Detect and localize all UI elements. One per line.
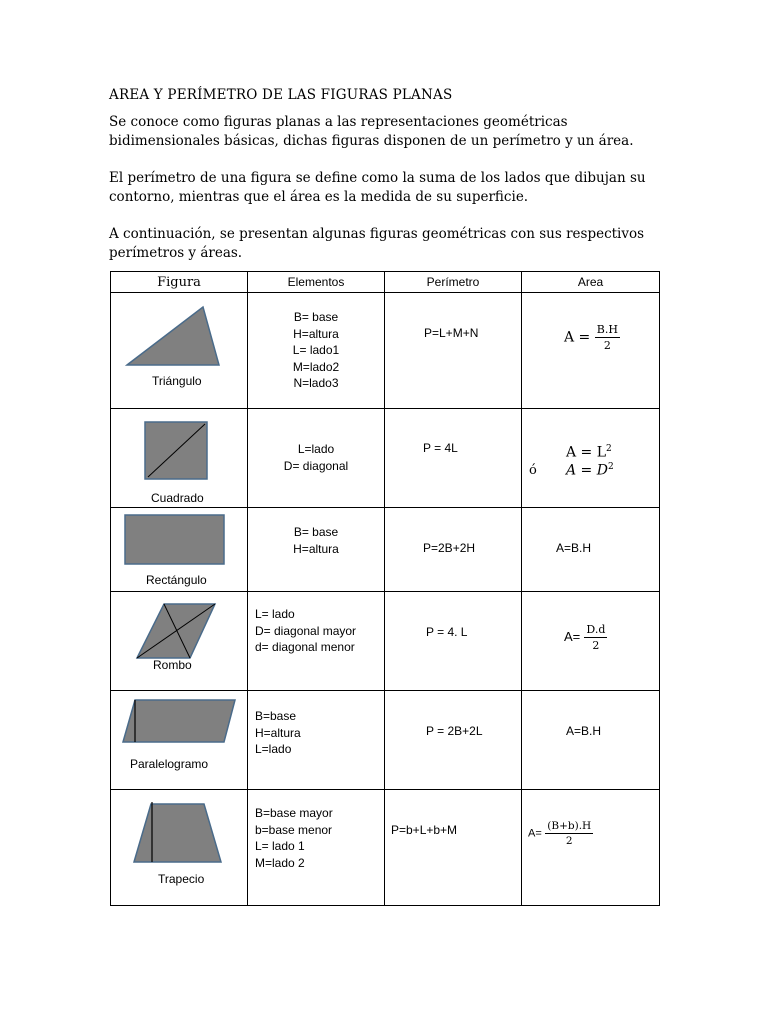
figure-cell bbox=[111, 293, 248, 409]
header-perimetro: Perímetro bbox=[385, 272, 522, 293]
element-item: N=lado3 bbox=[293, 376, 339, 390]
figure-name: Cuadrado bbox=[151, 491, 204, 505]
element-item: B=base bbox=[255, 709, 297, 723]
element-item: L= lado1 bbox=[292, 343, 340, 357]
header-elementos: Elementos bbox=[248, 272, 385, 293]
element-item: L=lado bbox=[255, 742, 292, 756]
figure-name: Paralelogramo bbox=[130, 757, 209, 771]
area-fraction bbox=[545, 820, 593, 847]
figure-cell bbox=[111, 508, 248, 592]
perimeter-cell bbox=[385, 592, 522, 691]
element-item: b=base menor bbox=[255, 822, 333, 837]
fraction-numerator: D.d bbox=[586, 623, 606, 636]
area-fraction bbox=[584, 623, 607, 652]
table-row-paralelogramo bbox=[111, 691, 660, 790]
element-item: H=altura bbox=[293, 326, 339, 341]
perimeter-cell bbox=[385, 508, 522, 592]
element-item: D= diagonal bbox=[283, 458, 349, 473]
area-cell bbox=[522, 691, 660, 790]
elements-cell bbox=[248, 409, 385, 508]
element-item: d= diagonal menor bbox=[255, 640, 355, 654]
elements-cell bbox=[248, 293, 385, 409]
page-title: AREA Y PERÍMETRO DE LAS FIGURAS PLANAS bbox=[109, 87, 453, 103]
area-cell bbox=[522, 409, 660, 508]
intro-paragraph: Se conoce como figuras planas a las representaciones geométricas bidimensionales básicas, dichas figuras disponen de un perímetro y un área. bbox=[109, 114, 634, 149]
area-formula bbox=[528, 820, 593, 847]
elements-cell bbox=[248, 790, 385, 906]
exponent: 2 bbox=[607, 462, 614, 472]
table-row-cuadrado bbox=[111, 409, 660, 508]
header-area: Area bbox=[522, 272, 660, 293]
perimeter-formula: P=2B+2H bbox=[423, 541, 476, 555]
area-cell bbox=[522, 592, 660, 691]
table-header-row bbox=[111, 272, 660, 293]
or-label: ó bbox=[529, 463, 537, 478]
perimeter-cell bbox=[385, 409, 522, 508]
rectangle-shape bbox=[124, 514, 226, 566]
trapezoid-shape bbox=[132, 802, 224, 864]
area-cell bbox=[522, 508, 660, 592]
figure-cell bbox=[111, 790, 248, 906]
area-formula: A=B.H bbox=[566, 724, 602, 738]
area-fraction bbox=[595, 323, 620, 352]
exponent: 2 bbox=[606, 444, 612, 454]
perimeter-definition-paragraph: El perímetro de una figura se define como la suma de los lados que dibujan su contorno, mientras que el área es la medida de su superficie. bbox=[109, 170, 646, 205]
element-item: L= lado bbox=[255, 607, 295, 621]
fraction-denominator: 2 bbox=[565, 835, 573, 847]
area-cell bbox=[522, 790, 660, 906]
figure-cell bbox=[111, 691, 248, 790]
element-item: L= lado 1 bbox=[255, 839, 305, 853]
element-item: B= base bbox=[293, 525, 339, 539]
area-formula: A=B.H bbox=[556, 541, 592, 555]
elements-cell bbox=[248, 508, 385, 592]
elements-cell bbox=[248, 691, 385, 790]
fraction-denominator: 2 bbox=[603, 339, 611, 352]
area-text: A = L bbox=[566, 444, 607, 461]
square-shape bbox=[144, 421, 208, 481]
area-prefix: A= bbox=[528, 827, 542, 840]
figure-cell bbox=[111, 592, 248, 691]
perimeter-cell bbox=[385, 293, 522, 409]
figure-name: Triángulo bbox=[152, 374, 202, 388]
table-row-rombo bbox=[111, 592, 660, 691]
rhombus-shape bbox=[135, 602, 217, 660]
figures-intro-paragraph: A continuación, se presentan algunas figuras geométricas con sus respectivos perímetros y áreas. bbox=[109, 226, 645, 261]
element-item: M=lado2 bbox=[292, 359, 340, 374]
area-formula-line2 bbox=[566, 462, 614, 479]
perimeter-cell bbox=[385, 790, 522, 906]
fraction-denominator: 2 bbox=[592, 639, 600, 652]
area-text: A = D bbox=[566, 462, 608, 479]
table-row-trapecio bbox=[111, 790, 660, 906]
area-formula bbox=[564, 623, 607, 652]
parallelogram-shape bbox=[121, 698, 237, 744]
figure-cell bbox=[111, 409, 248, 508]
table-row-rectangulo bbox=[111, 508, 660, 592]
perimeter-cell bbox=[385, 691, 522, 790]
element-item: M=lado 2 bbox=[255, 855, 305, 870]
element-item: B= base bbox=[293, 310, 339, 324]
fraction-numerator: (B+b).H bbox=[547, 820, 592, 832]
element-item: H=altura bbox=[293, 541, 339, 556]
area-prefix: A= bbox=[564, 629, 581, 644]
perimeter-formula: P=L+M+N bbox=[424, 326, 479, 340]
perimeter-formula: P = 4. L bbox=[426, 625, 468, 639]
area-cell bbox=[522, 293, 660, 409]
elements-cell bbox=[248, 592, 385, 691]
figure-name: Trapecio bbox=[158, 872, 205, 886]
perimeter-formula: P=b+L+b+M bbox=[391, 823, 458, 837]
area-formula-line1 bbox=[566, 444, 612, 461]
element-item: D= diagonal mayor bbox=[255, 623, 357, 638]
figures-table bbox=[110, 271, 660, 906]
perimeter-formula: P = 2B+2L bbox=[426, 724, 483, 738]
element-item: H=altura bbox=[255, 725, 301, 740]
figure-name: Rectángulo bbox=[146, 573, 207, 587]
triangle-shape bbox=[125, 305, 225, 367]
figure-name: Rombo bbox=[153, 658, 192, 672]
header-figura: Figura bbox=[111, 272, 248, 293]
area-formula bbox=[564, 323, 620, 352]
area-prefix: A = bbox=[564, 329, 591, 346]
fraction-numerator: B.H bbox=[596, 323, 618, 336]
element-item: L=lado bbox=[297, 442, 335, 456]
table-row-triangulo bbox=[111, 293, 660, 409]
element-item: B=base mayor bbox=[255, 806, 333, 820]
perimeter-formula: P = 4L bbox=[423, 441, 458, 455]
